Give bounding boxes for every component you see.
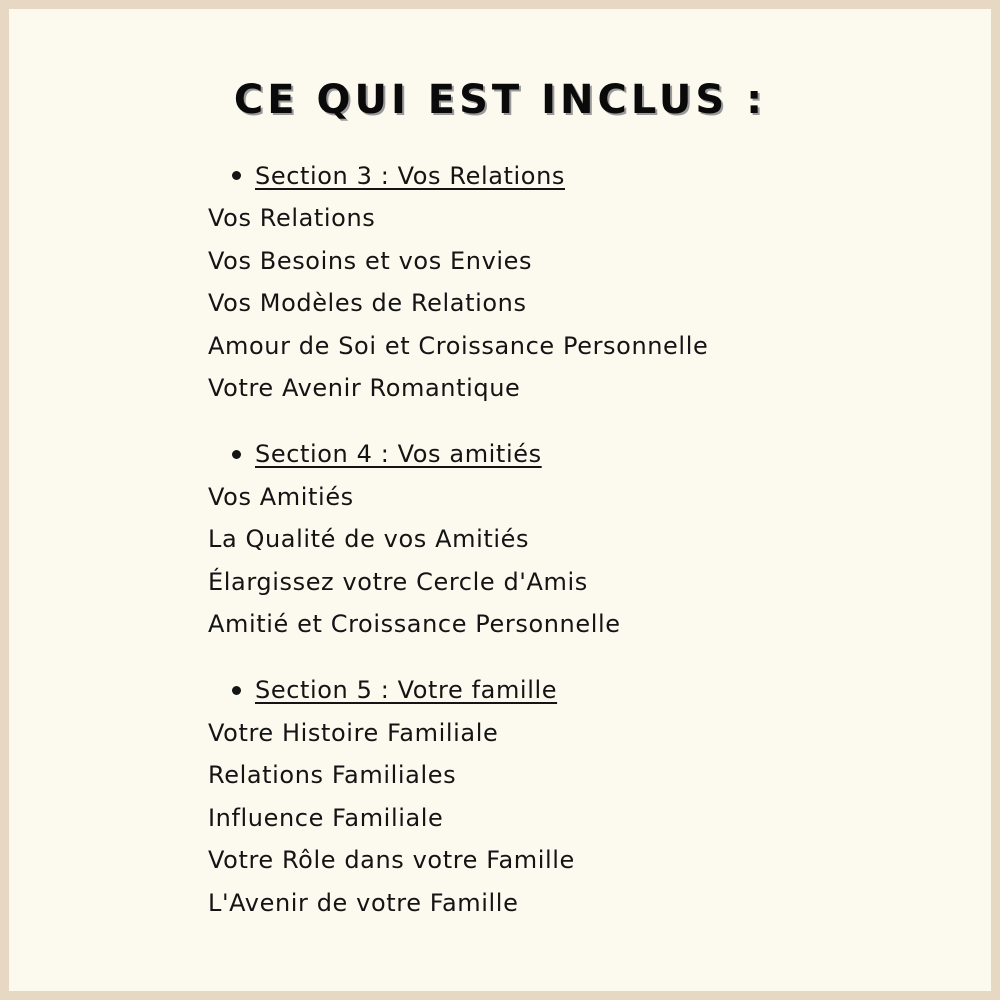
section-heading: Section 3 : Vos Relations <box>255 161 565 190</box>
section-heading-row <box>208 669 948 712</box>
section-4 <box>208 433 948 646</box>
bullet-icon <box>232 686 241 695</box>
list-item: Votre Rôle dans votre Famille <box>208 846 575 874</box>
list-item: Relations Familiales <box>208 761 457 789</box>
list-item: Vos Modèles de Relations <box>208 289 527 317</box>
list-item: Vos Besoins et vos Envies <box>208 246 533 275</box>
section-heading-row <box>208 154 948 197</box>
section-heading: Section 5 : Votre famille <box>255 676 558 704</box>
page-title: CE QUI EST INCLUS : <box>233 77 767 123</box>
list-item: Amour de Soi et Croissance Personnelle <box>208 331 709 360</box>
section-5 <box>208 669 948 925</box>
list-item: Influence Familiale <box>208 803 444 832</box>
bullet-icon <box>232 171 241 180</box>
section-heading: Section 4 : Vos amitiés <box>255 440 542 468</box>
section-heading-row <box>208 433 948 476</box>
list-item: Vos Amitiés <box>208 482 354 511</box>
list-item: Votre Histoire Familiale <box>208 718 499 747</box>
section-list <box>208 154 948 947</box>
list-item: L'Avenir de votre Famille <box>208 888 519 917</box>
list-item: Votre Avenir Romantique <box>208 374 521 402</box>
list-item: La Qualité de vos Amitiés <box>208 525 530 553</box>
list-item: Vos Relations <box>208 204 376 232</box>
bullet-icon <box>232 450 241 459</box>
section-3 <box>208 154 948 410</box>
list-item: Élargissez votre Cercle d'Amis <box>208 567 588 596</box>
list-item: Amitié et Croissance Personnelle <box>208 610 621 638</box>
